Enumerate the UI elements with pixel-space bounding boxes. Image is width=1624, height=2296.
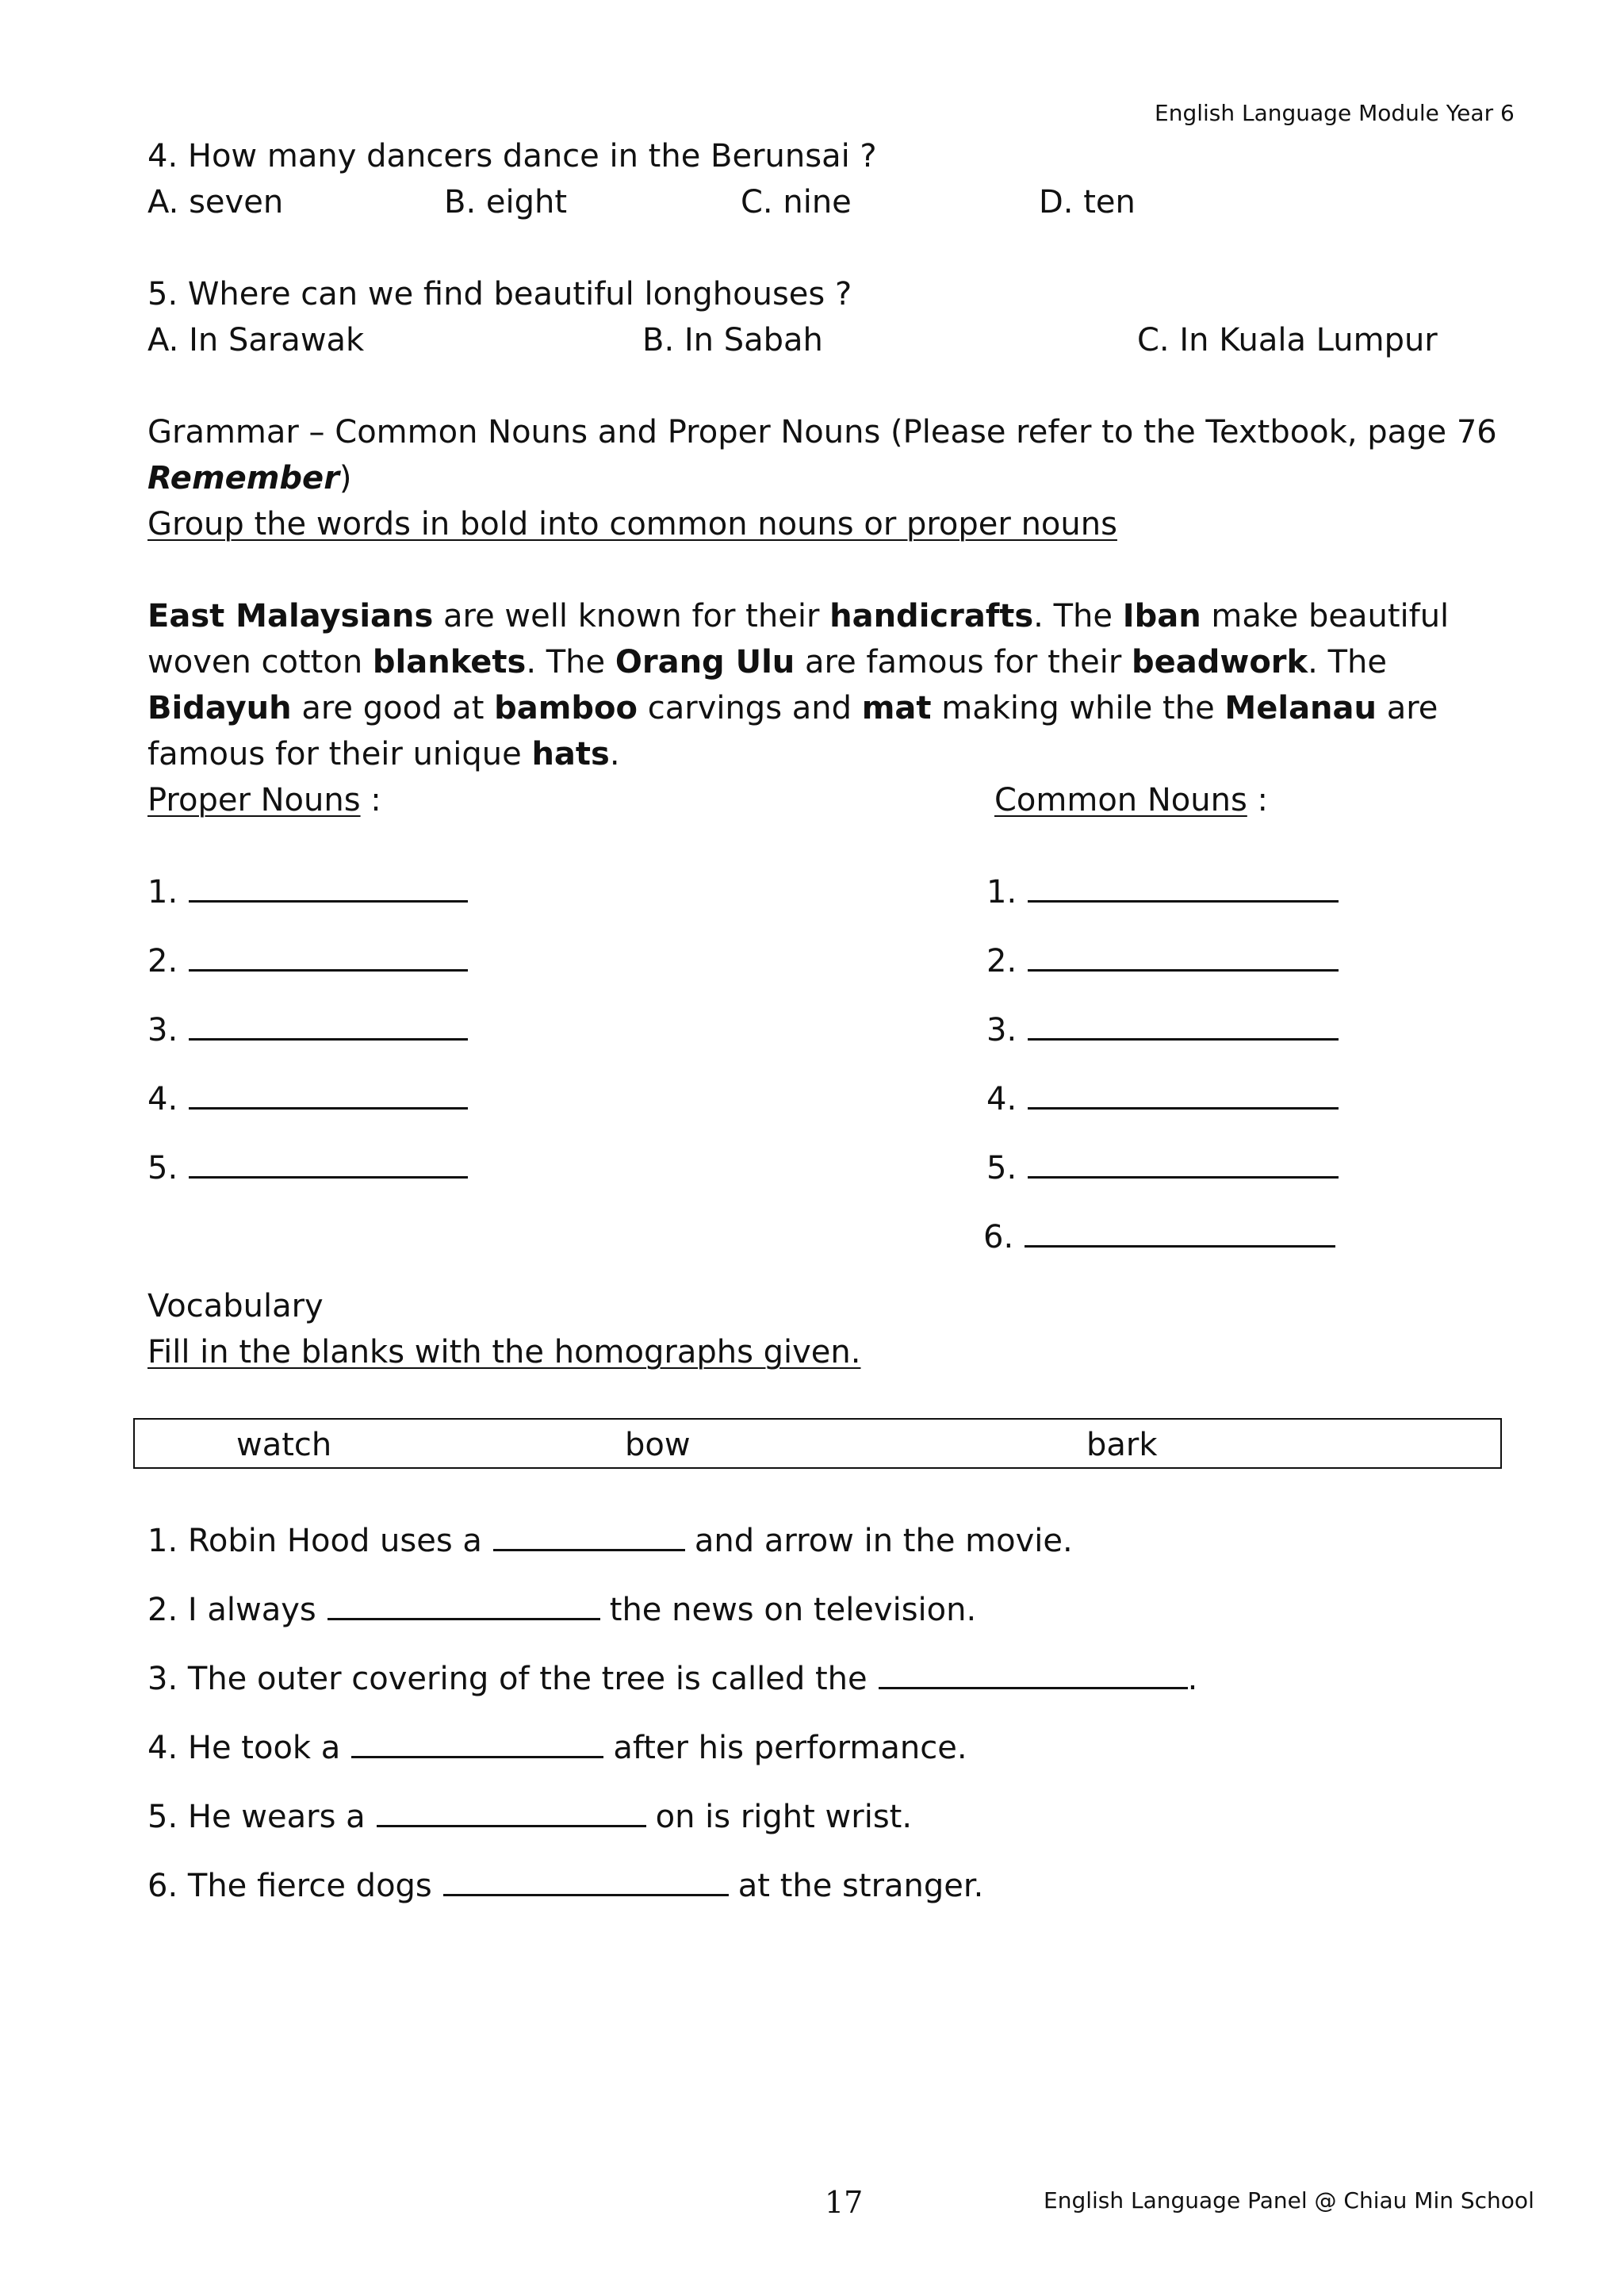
vocabulary-instruction: Fill in the blanks with the homographs given. bbox=[147, 1334, 861, 1370]
proper-nouns-heading bbox=[147, 777, 381, 823]
sentence-start: 4. He took a bbox=[147, 1730, 341, 1766]
bold-noun: handicrafts bbox=[829, 598, 1034, 634]
passage-text: are good at bbox=[291, 690, 495, 726]
item-number: 1. bbox=[147, 874, 178, 910]
passage-text: make beautiful woven cotton bbox=[147, 598, 1450, 680]
item-number: 1. bbox=[986, 874, 1017, 910]
common-noun-row bbox=[986, 1007, 1339, 1053]
colon: : bbox=[370, 782, 381, 818]
word-bow: bow bbox=[625, 1427, 691, 1463]
question-4: 4. How many dancers dance in the Berunsai ? bbox=[147, 138, 877, 174]
answer-blank[interactable] bbox=[189, 1149, 468, 1179]
item-number: 6. bbox=[983, 1219, 1014, 1255]
answer-blank[interactable] bbox=[189, 873, 468, 903]
passage-text: . bbox=[609, 736, 620, 772]
sentence-end: and arrow in the movie. bbox=[694, 1523, 1073, 1559]
answer-blank[interactable] bbox=[377, 1798, 646, 1827]
fill-sentence bbox=[147, 1725, 967, 1771]
proper-noun-row bbox=[147, 1007, 468, 1053]
question-5: 5. Where can we find beautiful longhouses ? bbox=[147, 276, 852, 312]
fill-sentence bbox=[147, 1518, 1073, 1564]
colon: : bbox=[1257, 782, 1269, 818]
item-number: 2. bbox=[147, 943, 178, 979]
q5-option-c: C. In Kuala Lumpur bbox=[1137, 322, 1438, 358]
sentence-end: on is right wrist. bbox=[655, 1799, 913, 1835]
common-noun-row bbox=[986, 938, 1339, 984]
q4-option-c: C. nine bbox=[741, 184, 852, 220]
answer-blank[interactable] bbox=[1028, 1080, 1339, 1110]
answer-blank[interactable] bbox=[1028, 1149, 1339, 1179]
sentence-start: 3. The outer covering of the tree is called the bbox=[147, 1661, 868, 1697]
answer-blank[interactable] bbox=[879, 1660, 1188, 1689]
footer-panel: English Language Panel @ Chiau Min School bbox=[1044, 2187, 1534, 2214]
bold-noun: bamboo bbox=[494, 690, 638, 726]
answer-blank[interactable] bbox=[493, 1522, 685, 1551]
grammar-heading-cont bbox=[147, 455, 352, 501]
bold-noun: Iban bbox=[1122, 598, 1201, 634]
common-noun-row bbox=[983, 1214, 1335, 1260]
passage-text: carvings and bbox=[638, 690, 862, 726]
passage-text: are well known for their bbox=[433, 598, 830, 634]
answer-blank[interactable] bbox=[443, 1867, 729, 1896]
common-noun-row bbox=[986, 1076, 1339, 1122]
common-nouns-heading bbox=[994, 777, 1268, 823]
page-number: 17 bbox=[825, 2185, 864, 2220]
passage-text: . The bbox=[1033, 598, 1123, 634]
sentence-start: 2. I always bbox=[147, 1592, 316, 1628]
bold-noun: East Malaysians bbox=[147, 598, 434, 634]
proper-noun-row bbox=[147, 1076, 468, 1122]
passage-text: are famous for their bbox=[795, 644, 1132, 680]
answer-blank[interactable] bbox=[327, 1591, 600, 1620]
bold-noun: hats bbox=[531, 736, 610, 772]
word-watch: watch bbox=[236, 1427, 332, 1463]
fill-sentence bbox=[147, 1587, 976, 1633]
sentence-end: after his performance. bbox=[613, 1730, 967, 1766]
answer-blank[interactable] bbox=[1028, 942, 1339, 972]
item-number: 3. bbox=[986, 1012, 1017, 1048]
sentence-start: 5. He wears a bbox=[147, 1799, 366, 1835]
proper-nouns-label: Proper Nouns bbox=[147, 782, 361, 818]
word-bark: bark bbox=[1086, 1427, 1158, 1463]
fill-sentence bbox=[147, 1656, 1197, 1702]
answer-blank[interactable] bbox=[1025, 1218, 1335, 1248]
answer-blank[interactable] bbox=[189, 1080, 468, 1110]
sentence-start: 1. Robin Hood uses a bbox=[147, 1523, 482, 1559]
item-number: 4. bbox=[147, 1081, 178, 1117]
common-nouns-label: Common Nouns bbox=[994, 782, 1247, 818]
answer-blank[interactable] bbox=[1028, 1011, 1339, 1041]
item-number: 5. bbox=[147, 1150, 178, 1186]
item-number: 3. bbox=[147, 1012, 178, 1048]
answer-blank[interactable] bbox=[189, 942, 468, 972]
passage-text: . The bbox=[526, 644, 615, 680]
sentence-end: . bbox=[1187, 1661, 1198, 1697]
sentence-end: the news on television. bbox=[609, 1592, 977, 1628]
bold-noun: Orang Ulu bbox=[615, 644, 795, 680]
common-noun-row bbox=[986, 1145, 1339, 1191]
q4-option-b: B. eight bbox=[444, 184, 568, 220]
grammar-heading: Grammar – Common Nouns and Proper Nouns (Please refer to the Textbook, page 76 bbox=[147, 414, 1497, 450]
q5-option-a: A. In Sarawak bbox=[147, 322, 365, 358]
proper-noun-row bbox=[147, 869, 468, 915]
module-header: English Language Module Year 6 bbox=[1155, 100, 1515, 126]
common-noun-row bbox=[986, 869, 1339, 915]
sentence-start: 6. The fierce dogs bbox=[147, 1868, 432, 1904]
vocabulary-heading: Vocabulary bbox=[147, 1288, 324, 1324]
item-number: 2. bbox=[986, 943, 1017, 979]
heading-close: ) bbox=[339, 460, 352, 496]
answer-blank[interactable] bbox=[189, 1011, 468, 1041]
bold-noun: Bidayuh bbox=[147, 690, 292, 726]
passage-text: are famous for their unique bbox=[147, 690, 1438, 772]
passage-text: making while the bbox=[931, 690, 1225, 726]
bold-noun: blankets bbox=[372, 644, 527, 680]
word-box bbox=[133, 1418, 1502, 1469]
answer-blank[interactable] bbox=[1028, 873, 1339, 903]
proper-noun-row bbox=[147, 1145, 468, 1191]
answer-blank[interactable] bbox=[351, 1729, 603, 1758]
proper-noun-row bbox=[147, 938, 468, 984]
q4-option-a: A. seven bbox=[147, 184, 284, 220]
fill-sentence bbox=[147, 1794, 912, 1840]
q5-option-b: B. In Sabah bbox=[642, 322, 823, 358]
sentence-end: at the stranger. bbox=[737, 1868, 984, 1904]
item-number: 5. bbox=[986, 1150, 1017, 1186]
remember-label: Remember bbox=[147, 460, 339, 496]
item-number: 4. bbox=[986, 1081, 1017, 1117]
grammar-instruction: Group the words in bold into common nouns or proper nouns bbox=[147, 506, 1117, 542]
q4-option-d: D. ten bbox=[1039, 184, 1136, 220]
bold-noun: beadwork bbox=[1131, 644, 1308, 680]
bold-noun: mat bbox=[861, 690, 932, 726]
bold-noun: Melanau bbox=[1224, 690, 1377, 726]
passage-text: . The bbox=[1308, 644, 1387, 680]
fill-sentence bbox=[147, 1863, 983, 1909]
noun-passage bbox=[147, 593, 1496, 777]
